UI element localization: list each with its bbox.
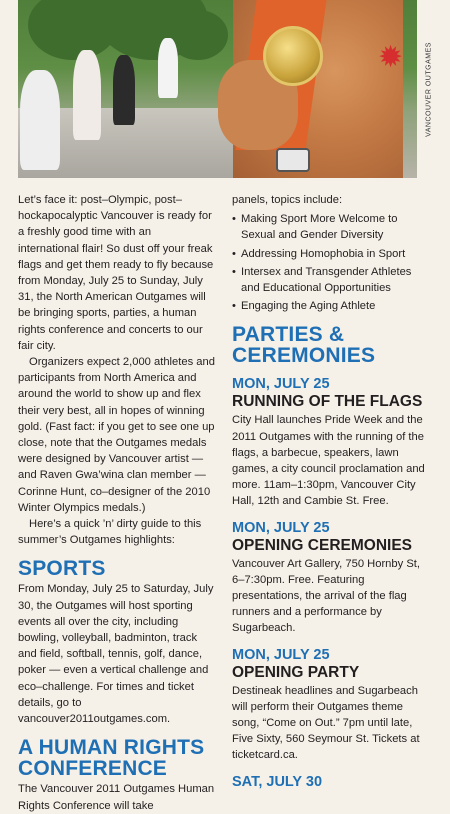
human-rights-heading: A HUMAN RIGHTS CONFERENCE [18, 736, 205, 781]
wristwatch-icon [276, 148, 310, 172]
event-date: SAT, JULY 30 [232, 773, 323, 790]
event-title: RUNNING OF THE FLAGS [232, 393, 423, 411]
list-item: • Engaging the Aging Athlete [232, 298, 432, 314]
right-column [232, 192, 432, 791]
parties-heading: PARTIES & CEREMONIES [232, 323, 376, 368]
event-title: OPENING CEREMONIES [232, 536, 412, 554]
human-rights-body: The Vancouver 2011 Outgames Human Rights Conference will take [18, 783, 215, 812]
left-column [18, 192, 215, 814]
guide-paragraph: Here’s a quick ’n’ dirty guide to this summer’s Outgames highlights: [18, 518, 202, 547]
organizers-paragraph: Organizers expect 2,000 athletes and participants from North America and around the world to show up and flex their very best, all in hopes of winning gold. (Fast fact: if you get to see one up close, note that the Outgames medals were designed by Vancouver artist — and Raven Gwa’wina clan member — Corinne Hunt, co–designer of the 2010 Winter Olympics medals.) [18, 356, 215, 514]
event-opening-ceremonies [232, 520, 432, 637]
event-body: Destineak headlines and Sugarbeach will perform their Outgames theme song, “Come on Out.” 7pm until late, Five Sixty, 560 Seymour St. Tickets at ticketcard.ca. [232, 684, 420, 762]
maple-leaf-icon: ✹ [378, 41, 404, 74]
gold-medal-icon [263, 26, 323, 86]
list-item: • Intersex and Transgender Athletes and Educational Opportunities [232, 264, 432, 296]
event-date: MON, JULY 25 [232, 519, 330, 536]
event-body: Vancouver Art Gallery, 750 Hornby St, 6–7:30pm. Free. Featuring presentations, the arrival of the flag runners and a performance by Sugarbeach. [232, 557, 420, 635]
event-running-of-flags [232, 376, 432, 509]
list-item: • Making Sport More Welcome to Sexual and Gender Diversity [232, 211, 432, 243]
panels-intro: panels, topics include: [232, 194, 343, 206]
event-title: OPENING PARTY [232, 663, 360, 681]
topics-list [232, 211, 432, 314]
event-date: MON, JULY 25 [232, 376, 330, 393]
photo-credit: VANCOUVER OUTGAMES [425, 42, 433, 137]
event-body: City Hall launches Pride Week and the 2011 Outgames with the running of the flags, a barbecue, speakers, lawn games, a city council proclamation and more. 11am–1:30pm, Vancouver City Hall, 12th and Cambie St. Free. [232, 414, 425, 508]
list-item: • Addressing Homophobia in Sport [232, 246, 432, 262]
sports-heading: SPORTS [18, 557, 106, 581]
intro-paragraph: Let’s face it: post–Olympic, post–hockapocalyptic Vancouver is ready for a freshly good time with an international flair! So dust off your freak flags and get them ready to fly because from Monday, July 25 to Sunday, July 31, the North American Outgames will be bringing sports, parties, a human rights conference and concerts to our fair city. [18, 194, 214, 352]
event-opening-party [232, 647, 432, 764]
event-saturday [232, 774, 432, 791]
sports-body: From Monday, July 25 to Saturday, July 30, the Outgames will host sporting events all over the city, including bowling, volleyball, badminton, track and field, softball, tennis, golf, dance, poker — even a vertical challenge and eco–challenge. For times and ticket details, go to vancouver2011outgames.com. [18, 583, 214, 726]
hero-photo [18, 0, 417, 178]
event-date: MON, JULY 25 [232, 646, 330, 663]
